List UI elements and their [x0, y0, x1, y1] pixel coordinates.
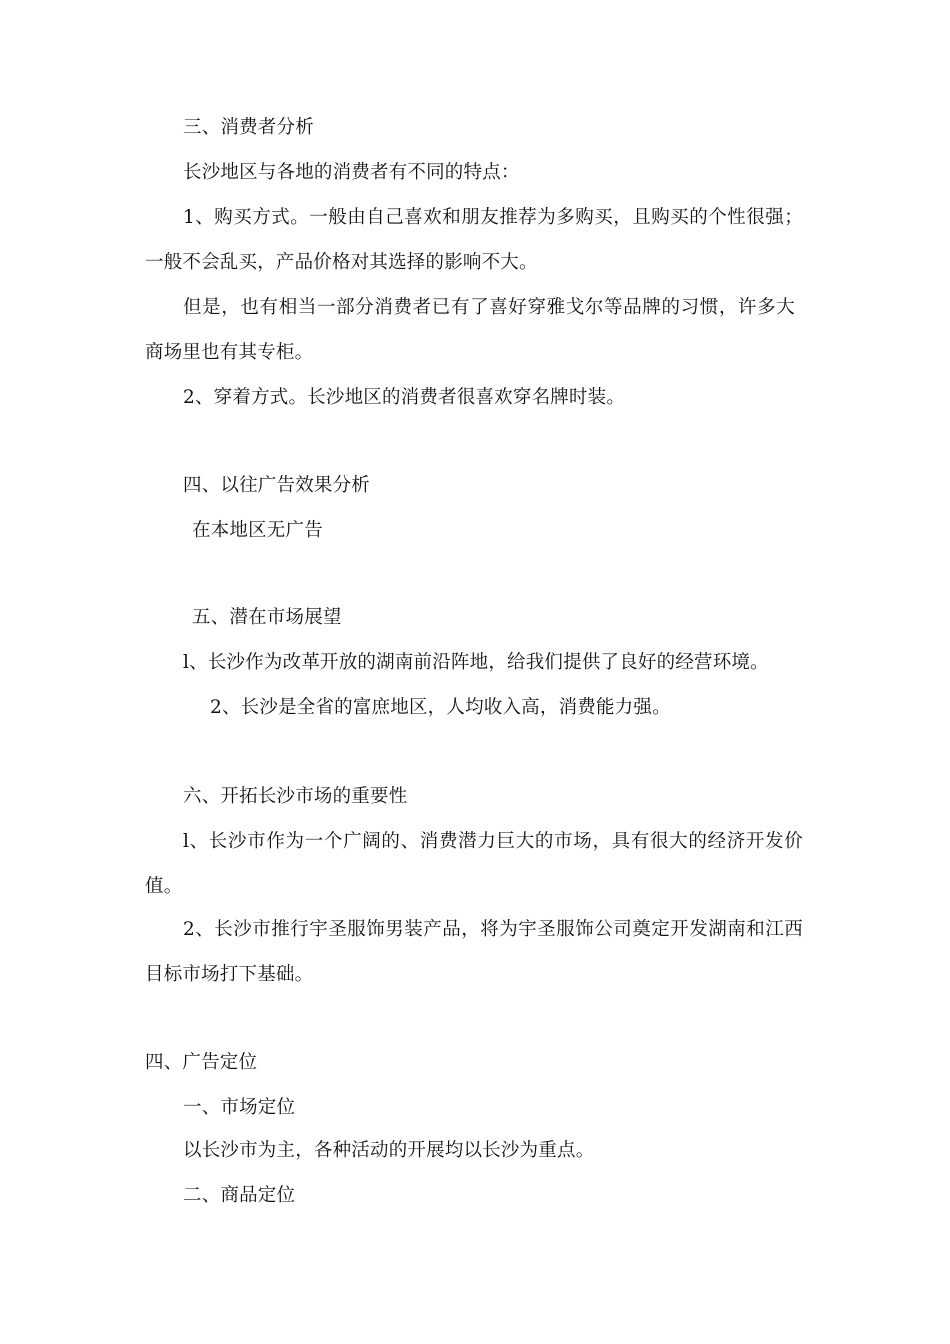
paragraph-continuation: 商场里也有其专柜。	[145, 342, 314, 363]
section-heading-market-importance: 六、开拓长沙市场的重要性	[183, 786, 408, 807]
section-heading-ad-positioning: 四、广告定位	[145, 1052, 258, 1073]
paragraph: l、长沙市作为一个广阔的、消费潜力巨大的市场，具有很大的经济开发价	[183, 831, 803, 852]
paragraph: 1、购买方式。一般由自己喜欢和朋友推荐为多购买，且购买的个性很强；	[183, 207, 803, 228]
paragraph-continuation: 值。	[145, 876, 183, 897]
paragraph: 在本地区无广告	[192, 520, 323, 541]
section-heading-consumer-analysis: 三、消费者分析	[183, 117, 314, 138]
paragraph: 2、长沙市推行宇圣服饰男装产品，将为宇圣服饰公司奠定开发湖南和江西	[183, 919, 803, 940]
subsection-heading-product-positioning: 二、商品定位	[183, 1185, 296, 1206]
paragraph: l、长沙作为改革开放的湖南前沿阵地，给我们提供了良好的经营环境。	[183, 652, 769, 673]
paragraph-continuation: 目标市场打下基础。	[145, 964, 314, 985]
paragraph: 以长沙市为主，各种活动的开展均以长沙为重点。	[183, 1140, 595, 1161]
subsection-heading-market-positioning: 一、市场定位	[183, 1097, 296, 1118]
paragraph: 2、长沙是全省的富庶地区，人均收入高，消费能力强。	[210, 697, 671, 718]
paragraph: 长沙地区与各地的消费者有不同的特点：	[183, 162, 520, 183]
paragraph: 但是，也有相当一部分消费者已有了喜好穿雅戈尔等品牌的习惯，许多大	[183, 297, 795, 318]
section-heading-market-outlook: 五、潜在市场展望	[192, 607, 342, 628]
paragraph-continuation: 一般不会乱买，产品价格对其选择的影响不大。	[145, 252, 538, 273]
paragraph: 2、穿着方式。长沙地区的消费者很喜欢穿名牌时装。	[183, 387, 626, 408]
section-heading-ad-effect: 四、以往广告效果分析	[183, 475, 371, 496]
